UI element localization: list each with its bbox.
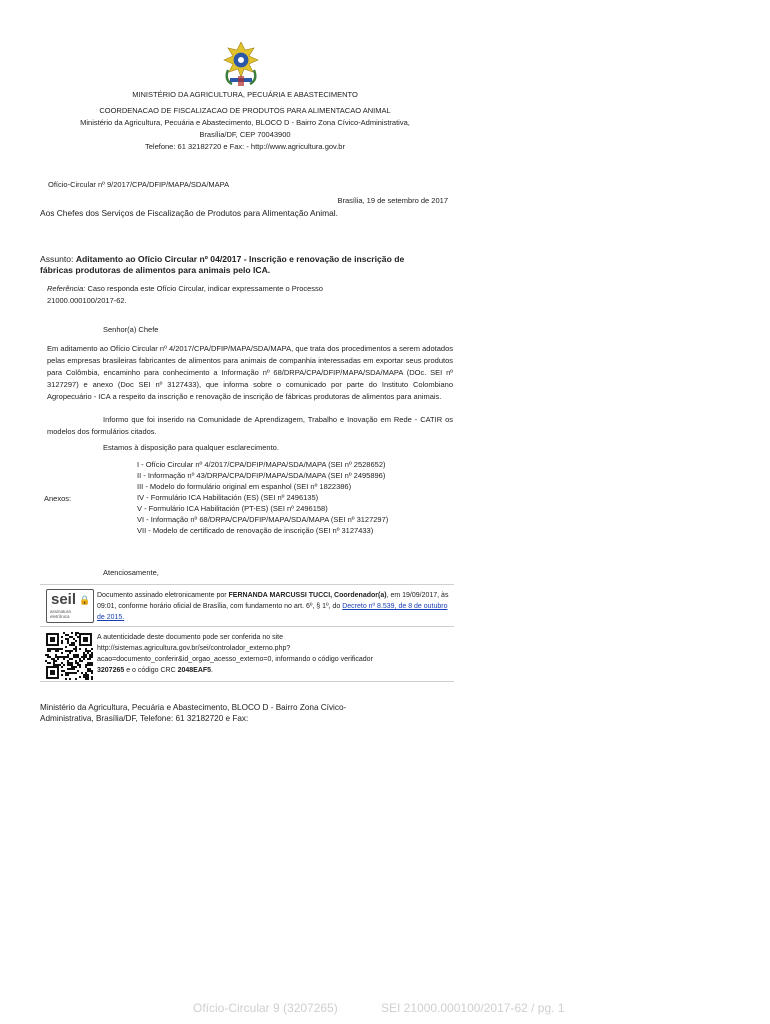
page-footer-document: Ofício-Circular 9 (3207265) [193, 1001, 338, 1015]
coordination-heading: COORDENACAO DE FISCALIZACAO DE PRODUTOS PARA ALIMENTACAO ANIMAL [99, 106, 391, 115]
annex-item: VI - Informação nº 68/DRPA/CPA/DFIP/MAPA/SDA/MAPA (SEI nº 3127297) [137, 515, 389, 524]
annex-item: IV - Formulário ICA Habilitación (ES) (SEI nº 2496135) [137, 493, 319, 502]
header-address-line2: Brasília/DF, CEP 70043900 [199, 130, 291, 139]
annex-item: II - Informação nº 43/DRPA/CPA/DFIP/MAPA/SDA/MAPA (SEI nº 2495896) [137, 471, 386, 480]
qr-code [45, 632, 93, 680]
header-phone: Telefone: 61 32182720 e Fax: - http://www.agricultura.gov.br [145, 142, 345, 151]
lock-icon: 🔒 [79, 595, 91, 605]
crc-end: . [211, 667, 213, 674]
subject-label: Assunto: [40, 254, 74, 264]
sei-logo-caption-line1: assinatura [50, 609, 71, 614]
paragraph-3: Estamos à disposição para qualquer esclarecimento. [103, 443, 279, 452]
paragraph-1-text: Em aditamento ao Ofício Circular nº 4/2017/CPA/DFIP/MAPA/SDA/MAPA, que trata dos procedimentos a serem adotados pelas empresas brasileiras fabricantes de alimentos para animais de companhia interessadas em exportar seus produtos para Colômbia, encaminho para conhecimento a Informação nº 68/DRPA/CPA/DFIP/MAPA/SDA/MAPA (DOc. SEI nº 3127297) e anexo (Doc SEI nº 3127433), que informa sobre o comunicado por parte do Instituto Colombiano Agropecuário - ICA a respeito da inscrição e renovação de inscrição de fábricas produtoras de alimentos para animais. [47, 344, 453, 401]
divider [40, 681, 454, 682]
divider [40, 626, 454, 627]
annex-label: Anexos: [44, 494, 72, 503]
signature-pre: Documento assinado eletronicamente por [97, 592, 229, 599]
paragraph-2: Informo que foi inserido na Comunidade de Aprendizagem, Trabalho e Inovação em Rede - CATIR os modelos dos formulários citados. [47, 415, 453, 436]
sei-logo-caption-line2: eletrônica [50, 614, 70, 619]
subject-block [40, 254, 460, 276]
paragraph-1 [47, 330, 453, 403]
verification-line1: A autenticidade deste documento pode ser conferida no site [97, 634, 284, 641]
sei-logo-caption [50, 609, 71, 619]
header-address-line1: Ministério da Agricultura, Pecuária e Abastecimento, BLOCO D - Bairro Zona Cívico-Administrativa, [80, 118, 410, 127]
coat-of-arms-logo [222, 40, 260, 88]
sei-signature-logo [46, 589, 94, 623]
annex-item: III - Modelo do formulário original em espanhol (SEI nº 1822386) [137, 482, 352, 491]
document-date: Brasília, 19 de setembro de 2017 [337, 196, 448, 205]
decree-link[interactable]: Decreto nº 8.539, de 8 de outubro de 2015. [97, 603, 448, 621]
ministry-heading: MINISTÉRIO DA AGRICULTURA, PECUÁRIA E ABASTECIMENTO [132, 90, 358, 99]
crc-label: e o código CRC [124, 667, 178, 674]
verification-line3: acao=documento_conferir&id_orgao_acesso_externo=0, informando o código verificador [97, 656, 373, 663]
reference-block [47, 283, 407, 307]
signer-role: , Coordenador(a) [330, 592, 387, 599]
reference-label: Referência: [47, 284, 86, 293]
page-footer-process: SEI 21000.000100/2017-62 / pg. 1 [381, 1001, 565, 1015]
subject-line2: fábricas produtoras de alimentos para animais pelo ICA. [40, 265, 271, 275]
sei-logo-text: seil [51, 591, 77, 608]
closing: Atenciosamente, [103, 568, 159, 577]
signature-text [97, 590, 453, 623]
document-number: Ofício-Circular nº 9/2017/CPA/DFIP/MAPA/SDA/MAPA [48, 180, 230, 189]
addressee: Aos Chefes dos Serviços de Fiscalização de Produtos para Alimentação Animal. [40, 208, 338, 218]
divider [40, 584, 454, 585]
reference-line2: 21000.000100/2017-62. [47, 296, 127, 305]
verification-line2: http://sistemas.agricultura.gov.br/sei/controlador_externo.php? [97, 645, 291, 652]
signer-name: FERNANDA MARCUSSI TUCCI [228, 592, 331, 599]
footer-address-line2: Administrativa, Brasília/DF, Telefone: 61 32182720 e Fax: [40, 714, 249, 723]
verification-codes [97, 665, 453, 676]
reference-line1: Caso responda este Ofício Circular, indicar expressamente o Processo [87, 284, 323, 293]
footer-address-line1: Ministério da Agricultura, Pecuária e Abastecimento, BLOCO D - Bairro Zona Cívico- [40, 703, 347, 712]
subject-line1: Aditamento ao Ofício Circular nº 04/2017 - Inscrição e renovação de inscrição de [75, 254, 405, 264]
annex-list [137, 459, 457, 536]
annex-item: I - Ofício Circular nº 4/2017/CPA/DFIP/MAPA/SDA/MAPA (SEI nº 2528652) [137, 460, 386, 469]
verification-code: 3207265 [97, 667, 125, 674]
annex-item: V - Formulário ICA Habilitación (PT-ES) (SEI nº 2496158) [137, 504, 328, 513]
crc-code: 2048EAF5 [177, 667, 212, 674]
verification-text [97, 632, 453, 676]
footer-address [40, 702, 440, 724]
salutation: Senhor(a) Chefe [103, 325, 159, 334]
annex-item: VII - Modelo de certificado de renovação de inscrição (SEI nº 3127433) [137, 526, 374, 535]
signature-mid: , em 19/09/2017, às 09:01, conforme horário oficial de Brasília, com fundamento no art. 6º, § 1º, do [97, 592, 449, 610]
